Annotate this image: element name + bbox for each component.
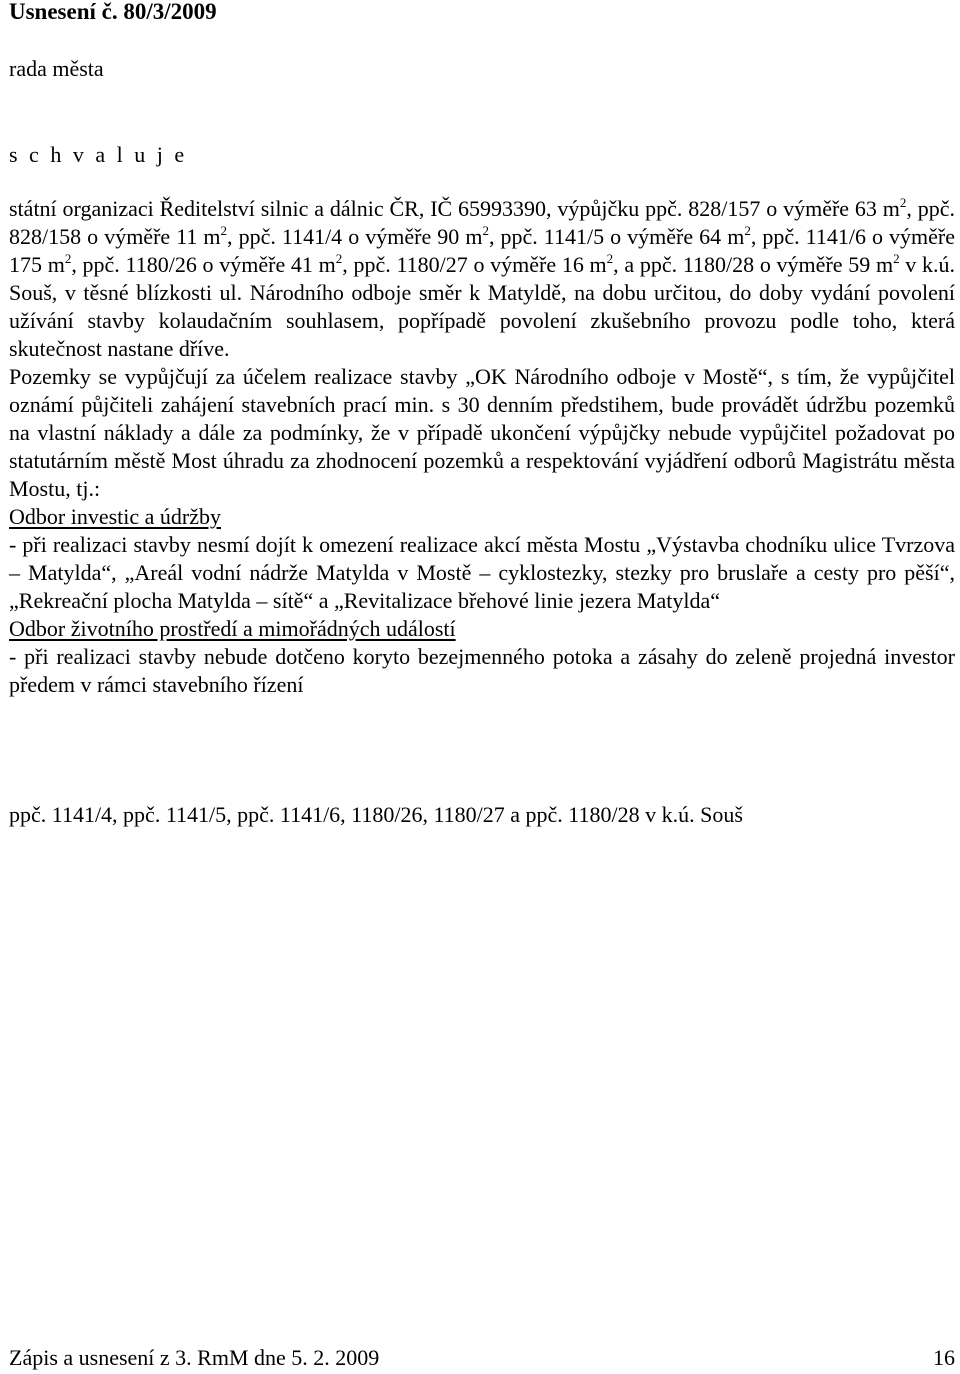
sup-2: 2 (606, 250, 614, 266)
purpose-paragraph: Pozemky se vypůjčují za účelem realizace stavby „OK Národního odboje v Mostě“, s tím, že vypůjčitel oznámí půjčiteli zahájení stavebních prací min. s 30 denním předstihem, bude provádět údržbu pozemků na vlastní náklady a dále za podmínky, že v případě ukončení výpůjčky nebude vypůjčitel požadovat po statutárním městě Most úhradu za zhodnocení pozemků a respektování vyjádření odborů Magistrátu města Mostu, tj.: (9, 364, 955, 501)
sup-2: 2 (64, 250, 72, 266)
dept2-conditions: - při realizaci stavby nebude dotčeno koryto bezejmenného potoka a zásahy do zeleně projedná investor předem v rámci stavebního řízení (9, 644, 955, 697)
resolution-title: Usnesení č. 80/3/2009 (9, 0, 217, 24)
sup-2: 2 (482, 222, 489, 238)
resolution-body (9, 195, 955, 699)
dept2-heading: Odbor životního prostředí a mimořádných událostí (9, 616, 456, 641)
dept1-conditions: - při realizaci stavby nesmí dojít k omezení realizace akcí města Mostu „Výstavba chodníku ulice Tvrzova – Matylda“, „Areál vodní nádrže Matylda v Mostě – cyklostezky, stezky pro bruslaře a cesty pro pěší“, „Rekreační plocha Matylda – sítě“ a „Revitalizace břehové linie jezera Matylda“ (9, 532, 955, 613)
sup-2: 2 (899, 194, 907, 210)
sup-2: 2 (893, 250, 900, 266)
sup-2: 2 (335, 250, 343, 266)
dept1-heading: Odbor investic a údržby (9, 504, 221, 529)
issuer-line: rada města (9, 56, 104, 81)
meeting-reference: Zápis a usnesení z 3. RmM dne 5. 2. 2009 (9, 1345, 380, 1370)
sup-2: 2 (220, 222, 228, 238)
loan-paragraph: státní organizaci Ředitelství silnic a dálnic ČR, IČ 65993390, výpůjčku ppč. 828/157 o výměře 63 $m^2$, ppč. 828/158 o výměře 11 $m^2$, ppč. 1141/4 o výměře 90 $m^2$, ppč. 1141/5 o výměře 64 $m^2$, ppč. 1141/6 o výměře 175 $m^2$, ppč. 1180/26 o výměře 41 $m^2$, ppč. 1180/27 o výměře 16 $m^2$, a ppč. 1180/28 o výměře 59 $m^2$ v k.ú. Souš, v těsné blízkosti ul. Národního odboje směr k Matyldě, na dobu určitou, do doby vydání povolení užívání stavby kolaudačním souhlasem, popřípadě povolení zkušebního provozu podle toho, která skutečnost nastane dříve. (9, 194, 956, 361)
approves-verb: s c h v a l u j e (9, 142, 188, 167)
parcels-line: ppč. 1141/4, ppč. 1141/5, ppč. 1141/6, 1180/26, 1180/27 a ppč. 1180/28 v k.ú. Souš (9, 802, 743, 827)
page-number: 16 (933, 1345, 955, 1370)
sup-2: 2 (744, 222, 751, 238)
page-footer (9, 1344, 955, 1372)
